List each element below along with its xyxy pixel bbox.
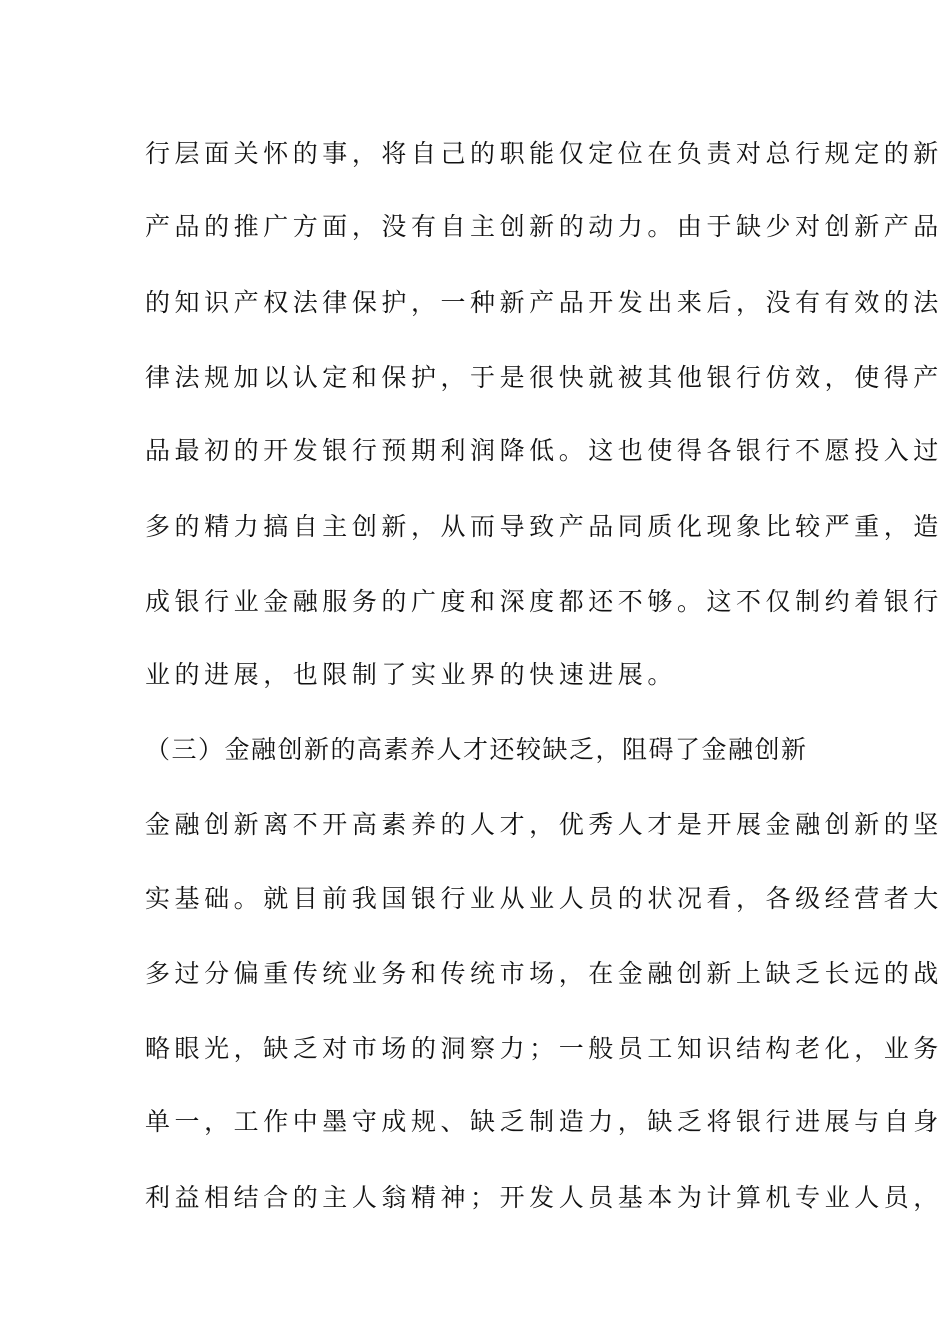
paragraph-line: 实基础。就目前我国银行业从业人员的状况看，各级经营者大: [145, 884, 943, 913]
paragraph-line: 单一，工作中墨守成规、缺乏制造力，缺乏将银行进展与自身: [145, 1107, 943, 1136]
paragraph-line: 多的精力搞自主创新，从而导致产品同质化现象比较严重，造: [145, 512, 943, 541]
section-heading: （三）金融创新的高素养人才还较缺乏，阻碍了金融创新: [145, 735, 808, 764]
paragraph-line: 产品的推广方面，没有自主创新的动力。由于缺少对创新产品: [145, 212, 943, 241]
paragraph-line: 的知识产权法律保护，一种新产品开发出来后，没有有效的法: [145, 288, 943, 317]
paragraph-line: 律法规加以认定和保护，于是很快就被其他银行仿效，使得产: [145, 363, 943, 392]
paragraph-line: 利益相结合的主人翁精神；开发人员基本为计算机专业人员，: [145, 1183, 943, 1212]
paragraph-line: 品最初的开发银行预期利润降低。这也使得各银行不愿投入过: [145, 436, 943, 465]
paragraph-line: 成银行业金融服务的广度和深度都还不够。这不仅制约着银行: [145, 587, 943, 616]
paragraph-line: 多过分偏重传统业务和传统市场，在金融创新上缺乏长远的战: [145, 959, 943, 988]
paragraph-line: 行层面关怀的事，将自己的职能仅定位在负责对总行规定的新: [145, 139, 943, 168]
paragraph-line: 业的进展，也限制了实业界的快速进展。: [145, 660, 677, 689]
paragraph-line: 金融创新离不开高素养的人才，优秀人才是开展金融创新的坚: [145, 810, 943, 839]
paragraph-line: 略眼光，缺乏对市场的洞察力；一般员工知识结构老化，业务: [145, 1034, 943, 1063]
